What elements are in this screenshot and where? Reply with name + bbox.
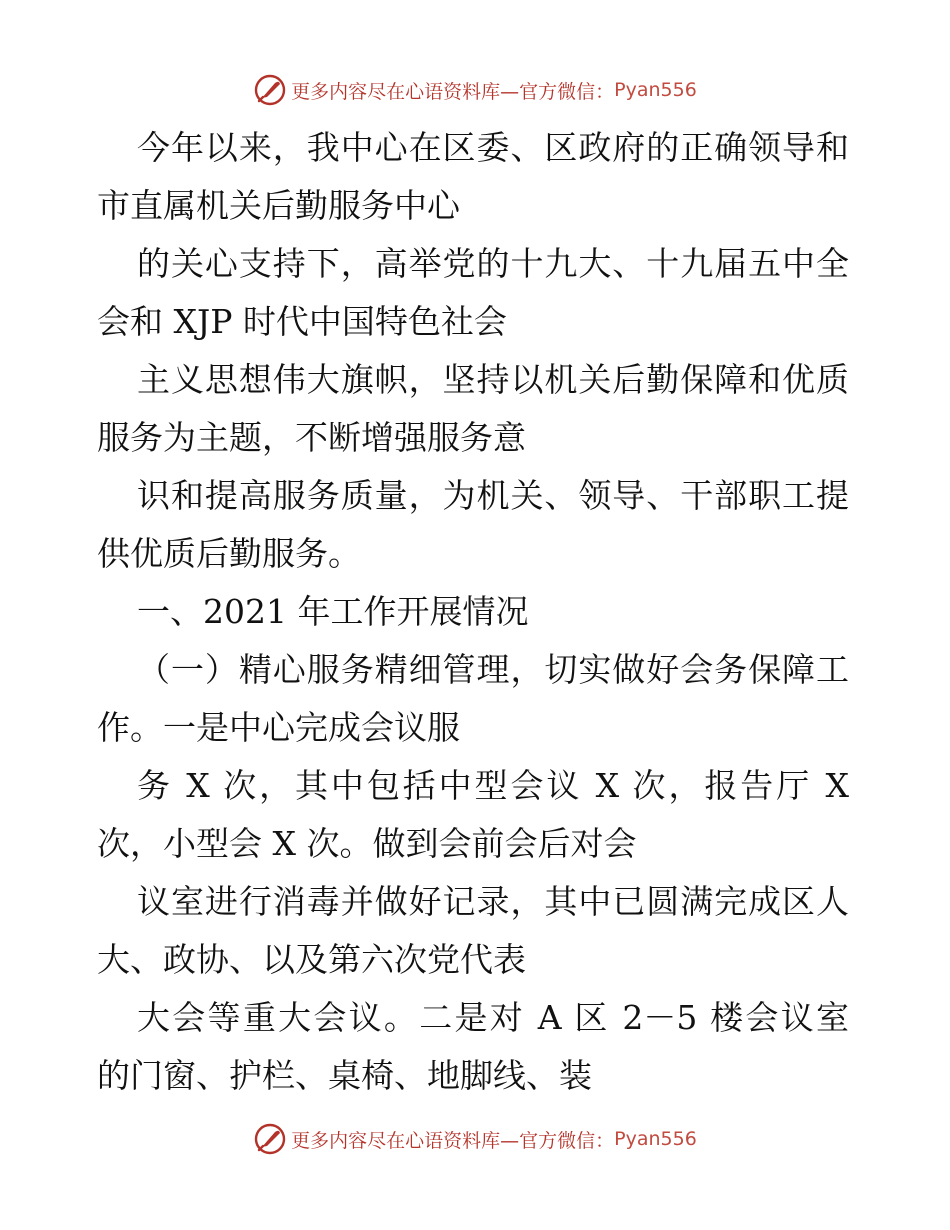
body-line: 今年以来，我中心在区委、区政府的正确领导和 [137, 128, 849, 167]
document-body [97, 119, 857, 1105]
banner-text: 更多内容尽在心语资料库—官方微信： [291, 80, 615, 103]
body-line: 会和 XJP 时代中国特色社会 [97, 302, 507, 341]
body-line: 议室进行消毒并做好记录，其中已圆满完成区人 [137, 882, 849, 921]
body-line: 供优质后勤服务。 [97, 534, 361, 573]
body-line: 市直属机关后勤服务中心 [97, 186, 460, 225]
quill-logo-icon [253, 1122, 287, 1156]
body-line: 服务为主题，不断增强服务意 [97, 418, 526, 457]
body-line: 大、政协、以及第六次党代表 [97, 940, 526, 979]
body-line: 作。一是中心完成会议服 [97, 708, 460, 747]
header-watermark-banner [0, 70, 950, 110]
body-line: 的门窗、护栏、桌椅、地脚线、装 [97, 1056, 592, 1095]
body-line: 次，小型会 X 次。做到会前会后对会 [97, 824, 637, 863]
body-line: 大会等重大会议。二是对 A 区 2－5 楼会议室 [137, 998, 849, 1037]
banner-text: 更多内容尽在心语资料库—官方微信： [291, 1129, 615, 1152]
section-heading: 一、2021 年工作开展情况 [137, 592, 529, 631]
footer-watermark-banner [0, 1119, 950, 1159]
body-line: 识和提高服务质量，为机关、领导、干部职工提 [137, 476, 849, 515]
body-line: 的关心支持下，高举党的十九大、十九届五中全 [137, 244, 849, 283]
body-line: 务 X 次，其中包括中型会议 X 次，报告厅 X [137, 766, 849, 805]
quill-logo-icon [253, 73, 287, 107]
body-line: 主义思想伟大旗帜，坚持以机关后勤保障和优质 [137, 360, 849, 399]
banner-wechat-id: Pyan556 [614, 79, 697, 101]
body-line: （一）精心服务精细管理，切实做好会务保障工 [137, 650, 849, 689]
banner-wechat-id: Pyan556 [614, 1128, 697, 1150]
